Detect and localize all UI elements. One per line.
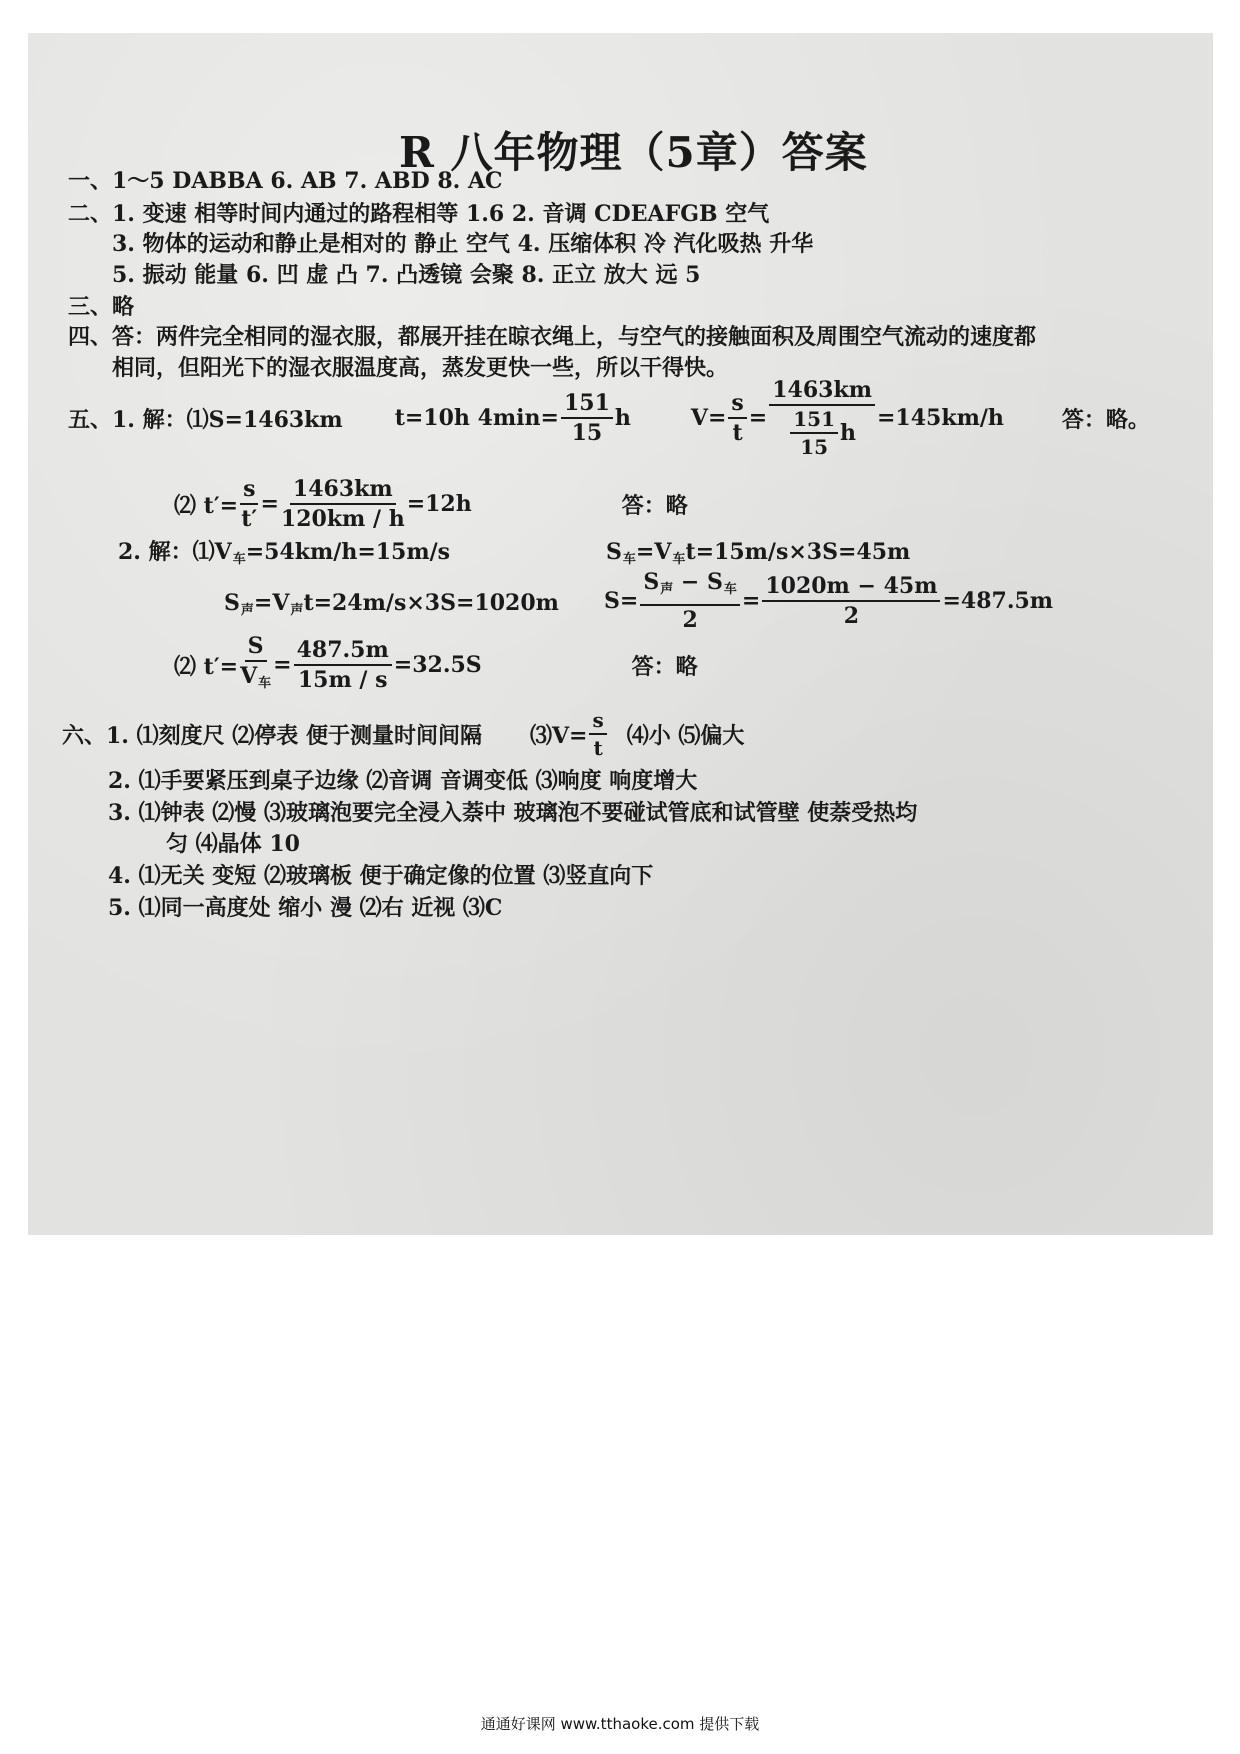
p2a-sub: 车 xyxy=(232,552,246,567)
section-6-line-5: 5. ⑴同一高度处 缩小 漫 ⑵右 近视 ⑶C xyxy=(108,895,503,921)
section-6-line-3-cont: 匀 ⑷晶体 10 xyxy=(166,831,300,857)
p1a-velocity-lead: V= xyxy=(690,405,727,431)
p2c-fraction-2 xyxy=(294,638,392,692)
p1a-nested-fraction xyxy=(790,408,838,458)
section-6-line-1 xyxy=(62,708,744,760)
section-6-line-4: 4. ⑴无关 变短 ⑵玻璃板 便于确定像的位置 ⑶竖直向下 xyxy=(108,863,654,889)
p1a-v-num: s xyxy=(728,391,746,419)
section-6-line-3: 3. ⑴钟表 ⑵慢 ⑶玻璃泡要完全浸入萘中 玻璃泡不要碰试管底和试管壁 使萘受热均 xyxy=(108,800,918,826)
p2c-equals: = xyxy=(273,652,292,678)
p2b-num-b-sub: 车 xyxy=(723,582,737,597)
p1a-big-fraction xyxy=(769,378,875,458)
p1a-nested-den: 15 xyxy=(800,435,829,459)
s6-l1-c: ⑷小 ⑸偏大 xyxy=(626,722,745,749)
p1a-nested-num: 151 xyxy=(790,408,838,434)
p1b-answer: 答：略 xyxy=(621,492,688,519)
p2a-r1: S xyxy=(606,539,622,565)
p1b-result: =12h xyxy=(406,491,472,517)
p2b-frac2-den: 2 xyxy=(843,603,860,629)
p2a-rest: =54km/h=15m/s xyxy=(245,539,451,565)
p2b-l1: S xyxy=(224,590,240,616)
p2b-r-lead: S= xyxy=(604,588,639,614)
s6-l1-a: 六、1. ⑴刻度尺 ⑵停表 便于测量时间间隔 xyxy=(62,722,482,749)
p2c-den2: 15m / s xyxy=(297,667,388,693)
p1b-den2: 120km / h xyxy=(280,506,405,532)
p2b-frac1-den: 2 xyxy=(682,607,698,633)
p2a-r3: t=15m/s×3S=45m xyxy=(685,539,911,565)
p2a-lead: 2. 解：⑴V xyxy=(118,539,232,565)
p1b-equals: = xyxy=(260,491,279,517)
section-2-line-3: 5. 振动 能量 6. 凹 虚 凸 7. 凸透镜 会聚 8. 正立 放大 远 5 xyxy=(112,262,701,288)
p1b-num1: s xyxy=(240,477,258,505)
footer-credit: 通通好课网 www.tthaoke.com 提供下载 xyxy=(480,1715,760,1733)
p2b-result: =487.5m xyxy=(942,588,1054,614)
p1a-result: =145km/h xyxy=(877,405,1004,431)
p1a-time-den: 15 xyxy=(571,420,603,446)
section-1-answers: 一、1～5 DABBA 6. AB 7. ABD 8. AC xyxy=(68,168,503,194)
s6-l1-fraction xyxy=(589,709,606,759)
p1a-time-unit: h xyxy=(614,405,631,431)
p2c-answer: 答：略 xyxy=(631,653,698,680)
section-4-line-1: 四、答：两件完全相同的湿衣服，都展开挂在晾衣绳上，与空气的接触面积及周围空气流动的速度都 xyxy=(68,324,1037,350)
p1a-time-fraction xyxy=(561,391,613,445)
p2b-l3: t=24m/s×3S=1020m xyxy=(303,590,559,616)
p2b-sound-line xyxy=(224,590,559,624)
p2b-fraction-2 xyxy=(762,574,940,628)
p2b-num-a: S xyxy=(643,569,660,595)
p1b-num2: 1463km xyxy=(290,477,396,505)
section-5-problem-2-distance-formula xyxy=(604,570,1053,632)
p1b-den1: t′ xyxy=(241,506,258,532)
s6-l1-den: t xyxy=(593,736,603,760)
p1a-answer: 答：略。 xyxy=(1061,406,1150,433)
section-2-line-2: 3. 物体的运动和静止是相对的 静止 空气 4. 压缩体积 冷 汽化吸热 升华 xyxy=(112,231,814,257)
p1a-v-den: t xyxy=(732,420,743,446)
p2b-frac1-num xyxy=(640,570,740,606)
s6-l1-num: s xyxy=(589,709,606,735)
page-title: R 八年物理（5章）答案 xyxy=(399,128,868,177)
p2c-lead: ⑵ t′= xyxy=(174,653,239,680)
p2c-num1: S xyxy=(245,634,267,662)
p1a-big-den xyxy=(788,406,856,458)
p1a-time: t=10h 4min= xyxy=(394,405,559,431)
section-2-line-1: 二、1. 变速 相等时间内通过的路程相等 1.6 2. 音调 CDEAFGB 空气 xyxy=(68,201,770,227)
p1a-nested-unit: h xyxy=(839,420,856,446)
p2c-den1-text: V xyxy=(240,663,258,689)
p2b-fraction-1 xyxy=(640,570,740,632)
p2c-result: =32.5S xyxy=(393,652,482,678)
p2a-r1-sub: 车 xyxy=(622,552,636,567)
p2b-l2: =V xyxy=(253,590,290,616)
section-5-problem-1-part-2 xyxy=(174,474,688,534)
p2c-num2: 487.5m xyxy=(294,638,392,666)
p1a-equals: = xyxy=(748,405,768,431)
p1b-lead: ⑵ t′= xyxy=(174,492,239,519)
p1a-v-fraction xyxy=(728,391,746,445)
section-6-line-2: 2. ⑴手要紧压到桌子边缘 ⑵音调 音调变低 ⑶响度 响度增大 xyxy=(108,768,698,794)
section-5-problem-2-part-2 xyxy=(174,634,698,696)
p1a-big-num: 1463km xyxy=(769,378,875,406)
section-5-problem-2-velocity xyxy=(118,539,450,573)
s6-l1-b: ⑶V= xyxy=(529,722,588,749)
p2b-equals: = xyxy=(741,588,761,614)
section-3-answer: 三、略 xyxy=(68,294,135,320)
p2c-den1-sub: 车 xyxy=(258,676,272,691)
p2c-den1 xyxy=(240,662,271,696)
p2b-l1-sub: 声 xyxy=(240,603,254,618)
p2a-r2: =V xyxy=(635,539,672,565)
p1a-lead: 五、1. 解：⑴S=1463km xyxy=(68,406,343,433)
p2b-num-minus: − S xyxy=(673,569,723,595)
p2c-fraction-1 xyxy=(240,634,271,696)
p1a-time-num: 151 xyxy=(561,391,613,419)
p2b-l2-sub: 声 xyxy=(290,603,304,618)
section-5-problem-2-car-distance xyxy=(606,539,910,573)
section-5-problem-1-part-1 xyxy=(68,377,1150,459)
p1b-fraction-1 xyxy=(240,477,258,531)
p1b-fraction-2 xyxy=(281,477,405,531)
section-4-line-2: 相同，但阳光下的湿衣服温度高，蒸发更快一些，所以干得快。 xyxy=(112,355,729,381)
p2a-r2-sub: 车 xyxy=(672,552,686,567)
p2b-num-a-sub: 声 xyxy=(660,582,674,597)
p2b-frac2-num: 1020m − 45m xyxy=(762,574,940,602)
